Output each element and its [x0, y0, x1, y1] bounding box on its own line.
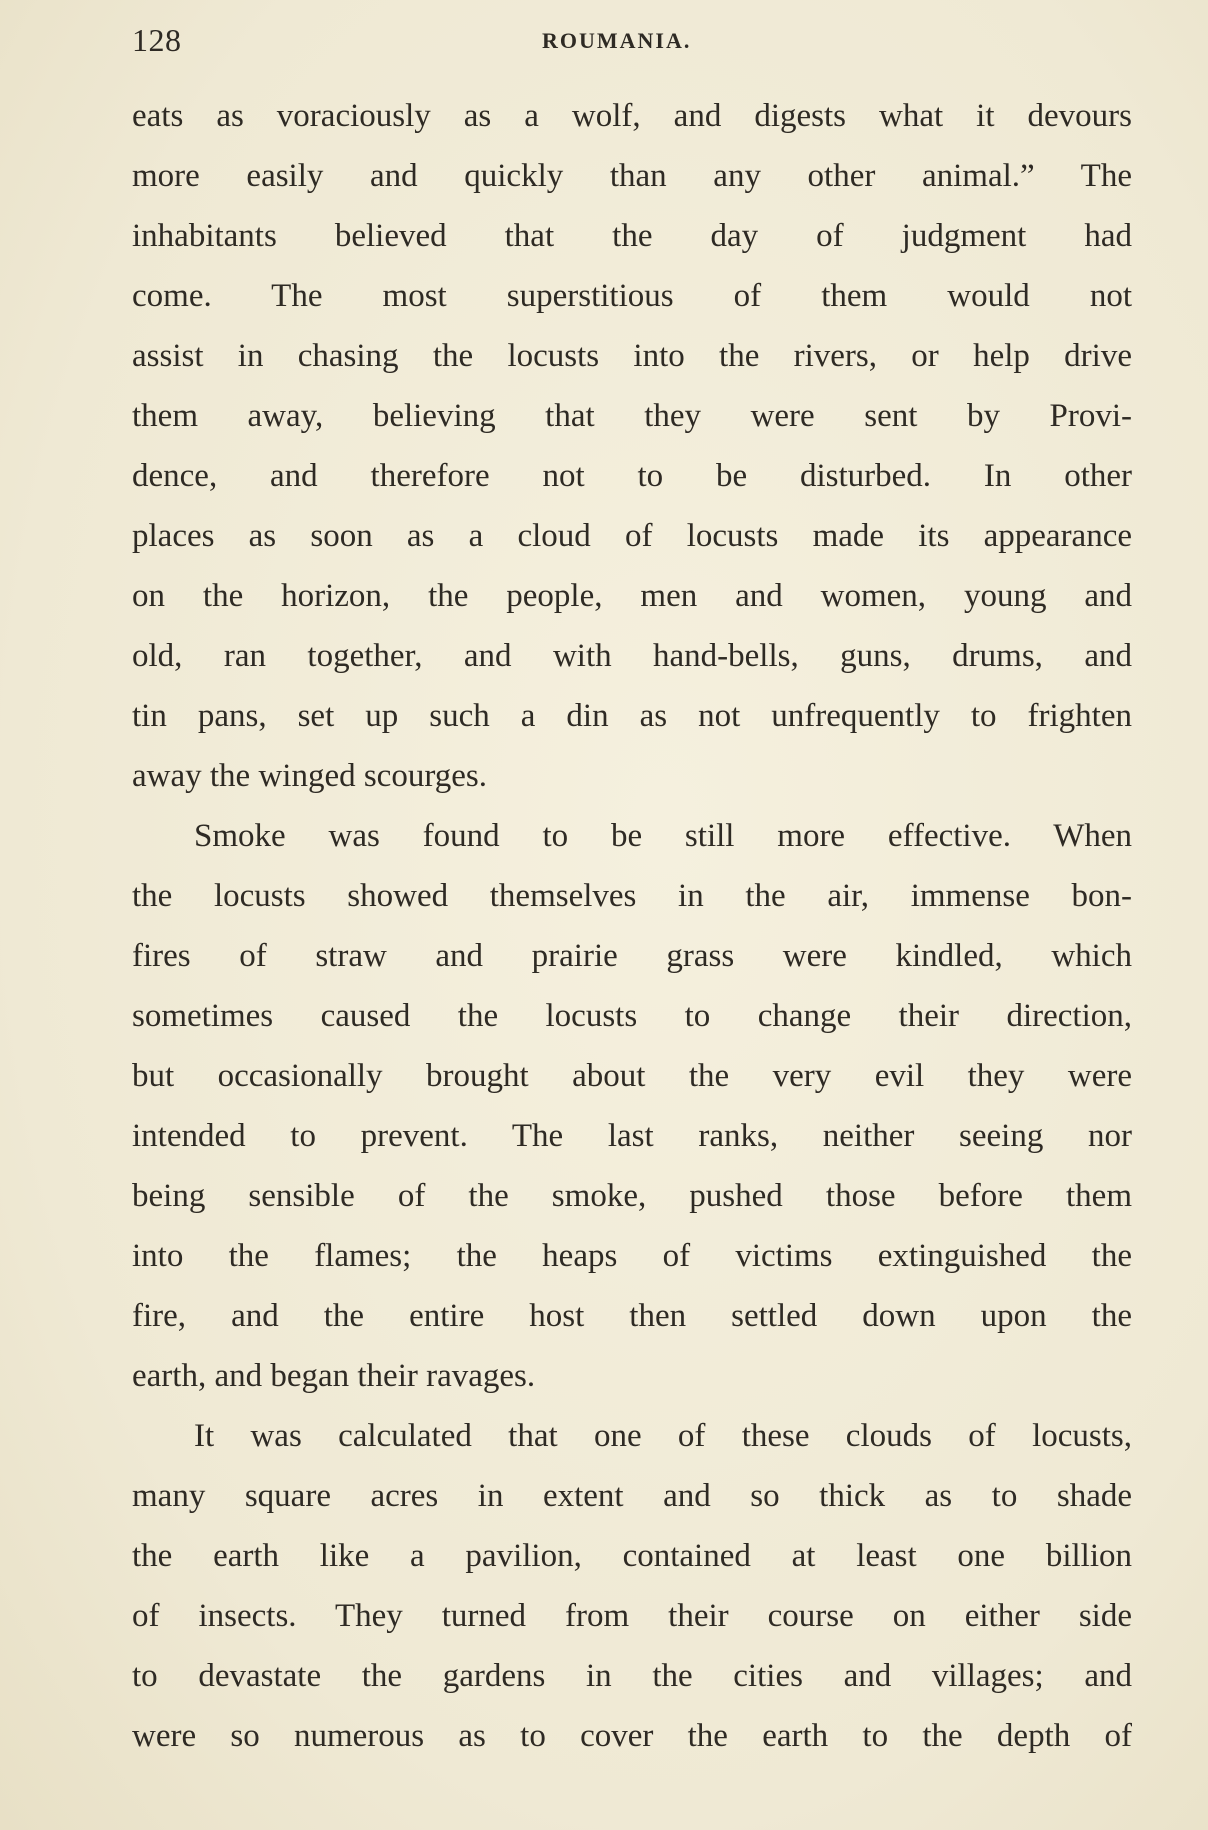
text-line: tin pans, set up such a din as not unfrequently to frighten	[132, 698, 1132, 734]
text-line: come. The most superstitious of them would not	[132, 278, 1132, 314]
page-number: 128	[132, 22, 182, 58]
paragraph-end-line: earth, and began their ravages.	[132, 1358, 536, 1394]
text-line: dence, and therefore not to be disturbed. In other	[132, 458, 1132, 494]
running-head: ROUMANIA.	[542, 28, 692, 53]
text-line: eats as voraciously as a wolf, and digests what it devours	[132, 98, 1132, 134]
text-line: but occasionally brought about the very evil they were	[132, 1058, 1132, 1094]
text-line: inhabitants believed that the day of judgment had	[132, 218, 1132, 254]
body-text	[132, 86, 1132, 1766]
text-line: to devastate the gardens in the cities and villages; and	[132, 1658, 1132, 1694]
text-line: fires of straw and prairie grass were kindled, which	[132, 938, 1132, 974]
text-line: being sensible of the smoke, pushed those before them	[132, 1178, 1132, 1214]
page-header	[132, 18, 1132, 68]
text-line: of insects. They turned from their course on either side	[132, 1598, 1132, 1634]
text-line: sometimes caused the locusts to change their direction,	[132, 998, 1132, 1034]
text-line: them away, believing that they were sent by Provi-	[132, 398, 1132, 434]
text-line: on the horizon, the people, men and women, young and	[132, 578, 1132, 614]
text-line: were so numerous as to cover the earth to the depth of	[132, 1718, 1132, 1754]
text-line: old, ran together, and with hand-bells, guns, drums, and	[132, 638, 1132, 674]
paragraph-start-line: Smoke was found to be still more effective. When	[194, 818, 1132, 854]
text-line: many square acres in extent and so thick as to shade	[132, 1478, 1132, 1514]
text-line: more easily and quickly than any other animal.” The	[132, 158, 1132, 194]
paragraph-start-line: It was calculated that one of these clouds of locusts,	[194, 1418, 1132, 1454]
text-line: into the flames; the heaps of victims extinguished the	[132, 1238, 1132, 1274]
text-line: the earth like a pavilion, contained at least one billion	[132, 1538, 1132, 1574]
text-line: assist in chasing the locusts into the rivers, or help drive	[132, 338, 1132, 374]
text-line: the locusts showed themselves in the air, immense bon-	[132, 878, 1132, 914]
text-line: places as soon as a cloud of locusts made its appearance	[132, 518, 1132, 554]
text-line: fire, and the entire host then settled down upon the	[132, 1298, 1132, 1334]
text-line: intended to prevent. The last ranks, neither seeing nor	[132, 1118, 1132, 1154]
paragraph-end-line: away the winged scourges.	[132, 758, 487, 794]
